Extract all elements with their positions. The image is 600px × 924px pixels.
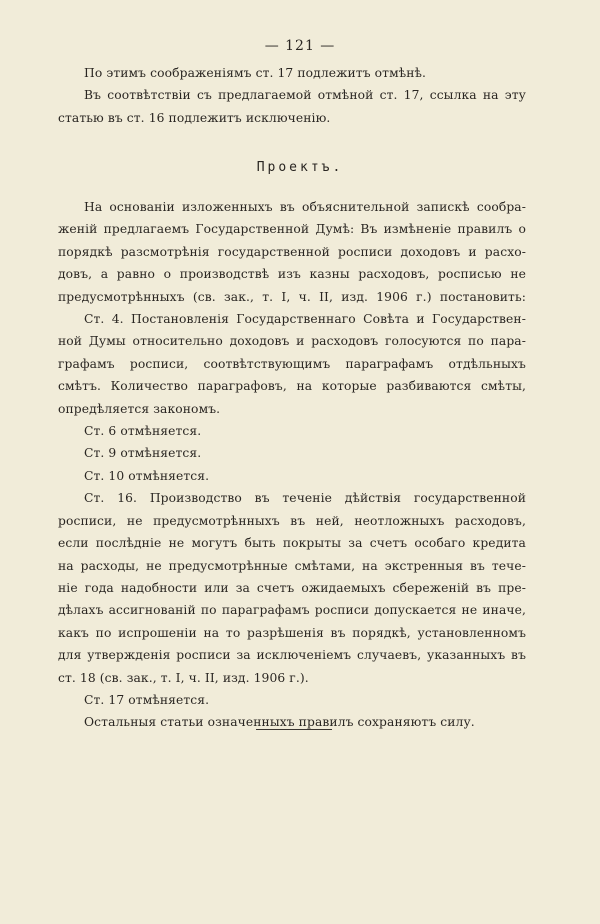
body-line: На основаніи изложенныхъ въ объяснительной запискѣ сообра- (84, 200, 526, 214)
closing-rule (256, 729, 332, 730)
page-number: — 121 — (264, 38, 336, 54)
project-text (58, 196, 526, 734)
body-line: Ст. 10 отмѣняется. (84, 468, 210, 483)
intro-line: Въ соотвѣтствіи съ предлагаемой отмѣной ст. 17, ссылка на эту (84, 88, 526, 103)
body-line: Ст. 9 отмѣняется. (84, 446, 202, 461)
body-line: смѣтъ. Количество параграфовъ, на которые разбиваются смѣты, (58, 379, 526, 394)
body-line: предусмотрѣнныхъ (св. зак., т. I, ч. II, изд. 1906 г.) постановить: (58, 289, 526, 304)
body-line: Ст. 4. Постановленія Государственнаго Совѣта и Государствен- (84, 312, 526, 327)
body-line: для утвержденія росписи за исключеніемъ случаевъ, указанныхъ въ (58, 648, 526, 663)
intro-line: По этимъ соображеніямъ ст. 17 подлежитъ отмѣнѣ. (84, 66, 427, 80)
body-line: порядкѣ разсмотрѣнія государственной росписи доходовъ и расхо- (58, 244, 526, 259)
intro-line: статью въ ст. 16 подлежитъ исключенію. (58, 110, 331, 125)
body-line: если послѣдніе не могутъ быть покрыты за счетъ особаго кредита (58, 536, 526, 551)
body-line: какъ по испрошеніи на то разрѣшенія въ порядкѣ, установленномъ (58, 625, 526, 640)
body-line: опредѣляется закономъ. (58, 401, 221, 416)
body-line: ной Думы относительно доходовъ и расходовъ голосуются по пара- (58, 334, 526, 349)
body-line: дѣлахъ ассигнованій по параграфамъ росписи допускается не иначе, (58, 603, 526, 618)
body-line: Ст. 16. Производство въ теченіе дѣйствія государственной (84, 491, 526, 506)
body-line: ніе года надобности или за счетъ ожидаемыхъ сбереженій въ пре- (58, 580, 526, 595)
body-line: росписи, не предусмотрѣнныхъ въ ней, неотложныхъ расходовъ, (58, 513, 526, 528)
intro-paragraphs (58, 62, 526, 129)
body-line: на расходы, не предусмотрѣнные смѣтами, на экстренныя въ тече- (58, 558, 526, 573)
body-line: графамъ росписи, соотвѣтствующимъ параграфамъ отдѣльныхъ (58, 356, 526, 371)
section-title: Проектъ. (256, 160, 344, 175)
body-line: Ст. 6 отмѣняется. (84, 424, 202, 439)
body-line: Остальныя статьи означенныхъ правилъ сохраняютъ силу. (84, 715, 475, 730)
body-line: довъ, а равно о производствѣ изъ казны расходовъ, росписью не (58, 267, 526, 282)
body-line: ст. 18 (св. зак., т. I, ч. II, изд. 1906 г.). (58, 670, 309, 685)
body-line: женій предлагаемъ Государственной Думѣ: Въ измѣненіе правилъ о (58, 222, 526, 237)
body-line: Ст. 17 отмѣняется. (84, 692, 210, 707)
